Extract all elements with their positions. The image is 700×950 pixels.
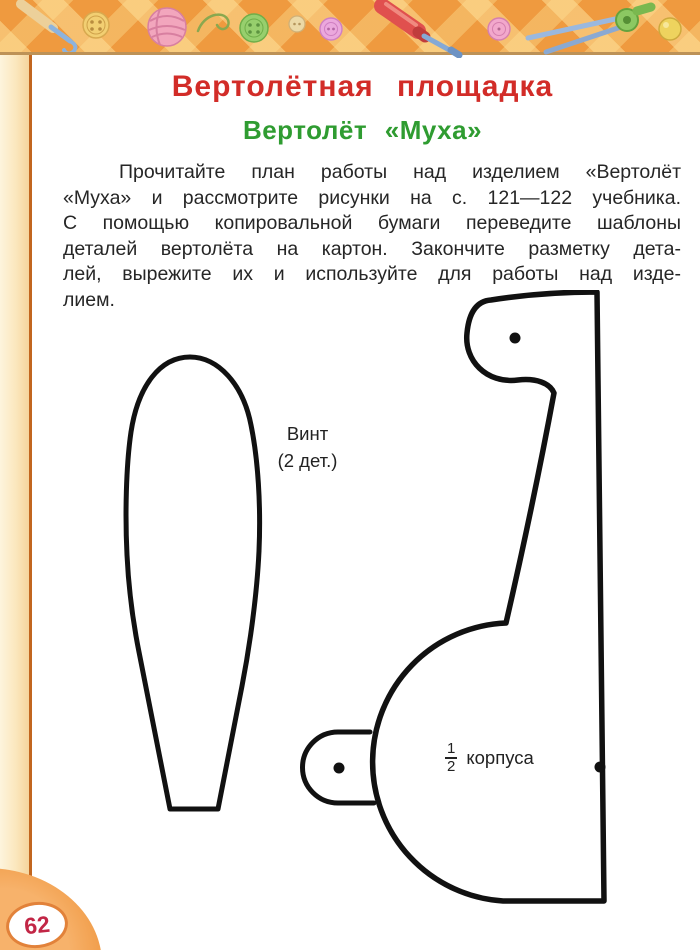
hole-mark-tab [334,763,345,774]
paragraph-line: лием. [63,288,115,311]
body-template-outline [373,292,604,901]
pink-button-icon [486,16,512,42]
page-number: 62 [22,910,52,939]
blade-label-count: (2 дет.) [277,450,338,471]
screwdriver-icon [366,0,470,58]
pink-button-icon [318,16,344,42]
page-title: Вертолётная площадка [171,70,554,103]
blade-template-outline [126,357,260,809]
fraction-denominator: 2 [447,758,456,775]
paragraph-line: С помощью копировальной бумаги переведите шаблоны [63,212,681,234]
fraction-numerator: 1 [447,740,456,757]
body-label-name: корпуса [466,747,534,768]
yarn-ball-icon [145,5,189,49]
blade-label [255,420,360,474]
yellow-bead-icon [656,15,684,43]
templates-drawing [60,290,680,910]
left-margin-strip [0,55,29,950]
wire-hook-icon [196,8,234,40]
yellow-button-icon [80,9,112,41]
hole-mark-right [595,762,606,773]
fraction-one-half [445,741,457,775]
blade-label-name: Винт [286,423,329,444]
paragraph-line: Прочитайте план работы над изделием «Вертолёт [119,161,681,183]
body-label [445,741,534,775]
page-subtitle: Вертолёт «Муха» [242,115,483,145]
hole-mark-top [510,333,521,344]
paragraph-line: лей, вырежите их и используйте для работы над изде- [63,263,681,285]
paragraph-line: деталей вертолёта на картон. Закончите разметку дета- [63,237,681,260]
paragraph-line: «Муха» и рассмотрите рисунки на с. 121—122 учебника. [63,186,681,209]
small-button-icon [287,14,307,34]
left-border-line [29,55,32,907]
decorative-banner [0,0,700,55]
green-button-icon [237,11,271,45]
crochet-hook-icon [12,0,86,52]
